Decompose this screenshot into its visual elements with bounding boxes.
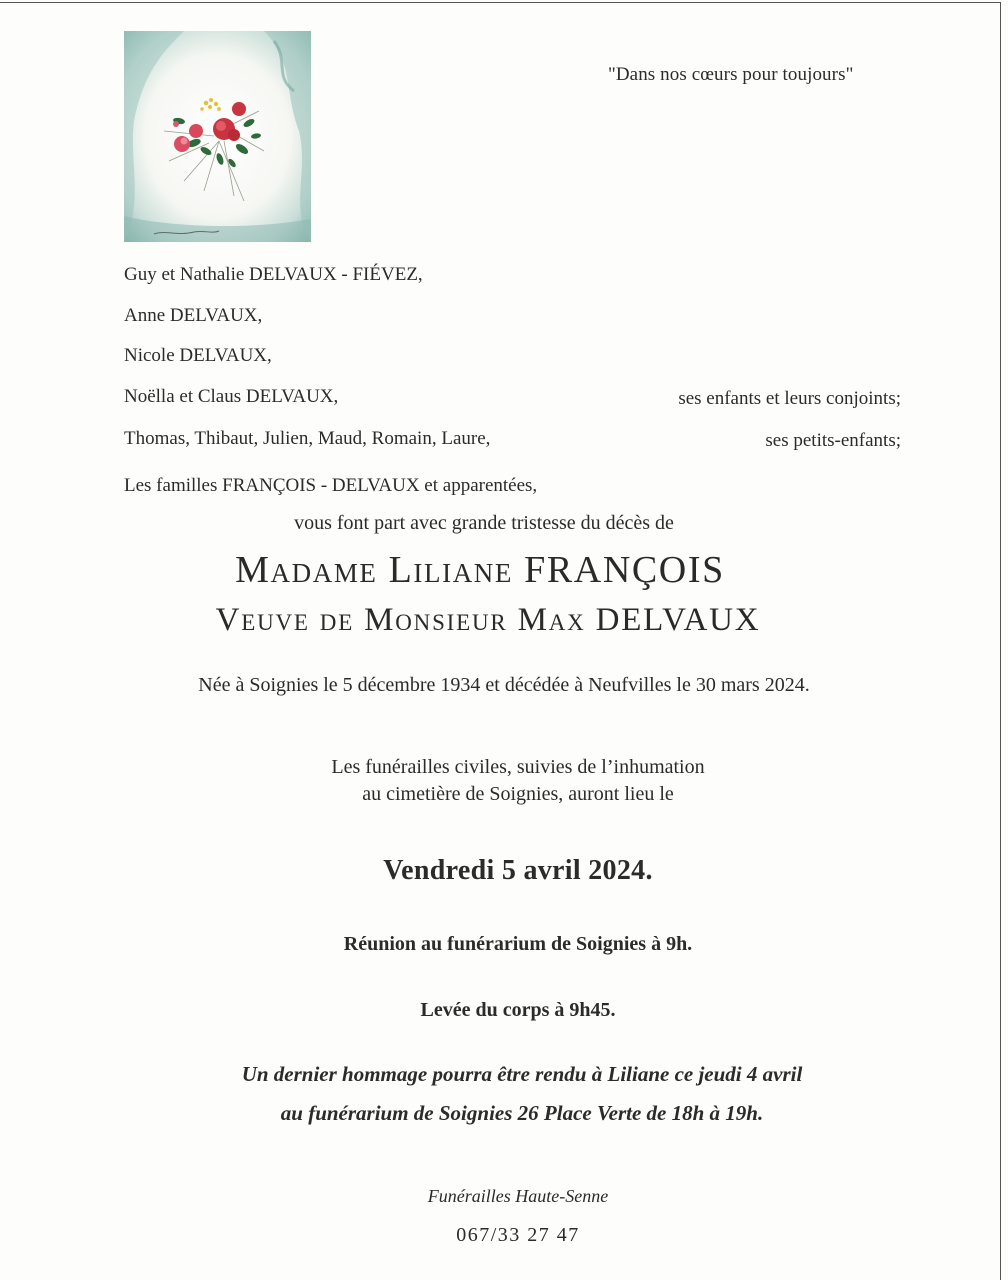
- meeting-info: Réunion au funérarium de Soignies à 9h.: [343, 933, 693, 955]
- family-line-6: Les familles FRANÇOIS - DELVAUX et apparentées,: [124, 475, 538, 496]
- funeral-info-line-1: Les funérailles civiles, suivies de l’inhumation: [331, 756, 705, 778]
- undertaker-phone: 067/33 27 47: [456, 1224, 580, 1246]
- epigraph: "Dans nos cœurs pour toujours": [608, 64, 854, 85]
- undertaker-name: Funérailles Haute-Senne: [427, 1186, 609, 1206]
- levee-info: Levée du corps à 9h45.: [420, 999, 616, 1021]
- homage-line-1: Un dernier hommage pourra être rendu à Liliane ce jeudi 4 avril: [241, 1062, 803, 1086]
- homage-line-2: au funérarium de Soignies 26 Place Verte de 18h à 19h.: [280, 1101, 764, 1125]
- widow-of: Veuve de Monsieur Max DELVAUX: [215, 602, 761, 638]
- funeral-date: Vendredi 5 avril 2024.: [383, 855, 653, 886]
- birth-death-dates: Née à Soignies le 5 décembre 1934 et décédée à Neufvilles le 30 mars 2024.: [198, 674, 810, 696]
- top-border: [0, 2, 1000, 3]
- right-border: [1000, 2, 1001, 1280]
- deceased-name: Madame Liliane FRANÇOIS: [235, 549, 725, 591]
- announcement: vous font part avec grande tristesse du décès de: [294, 512, 674, 534]
- family-line-3: Nicole DELVAUX,: [124, 345, 272, 366]
- family-relation-children: ses enfants et leurs conjoints;: [678, 388, 901, 409]
- family-line-4: Noëlla et Claus DELVAUX,: [124, 386, 339, 407]
- funeral-info-line-2: au cimetière de Soignies, auront lieu le: [362, 783, 674, 805]
- family-relation-grandchildren: ses petits-enfants;: [765, 430, 901, 451]
- family-line-2: Anne DELVAUX,: [124, 305, 263, 326]
- family-line-5: Thomas, Thibaut, Julien, Maud, Romain, Laure,: [124, 428, 491, 449]
- flower-bouquet-painting-icon: [124, 31, 311, 242]
- family-line-1: Guy et Nathalie DELVAUX - FIÉVEZ,: [124, 264, 423, 285]
